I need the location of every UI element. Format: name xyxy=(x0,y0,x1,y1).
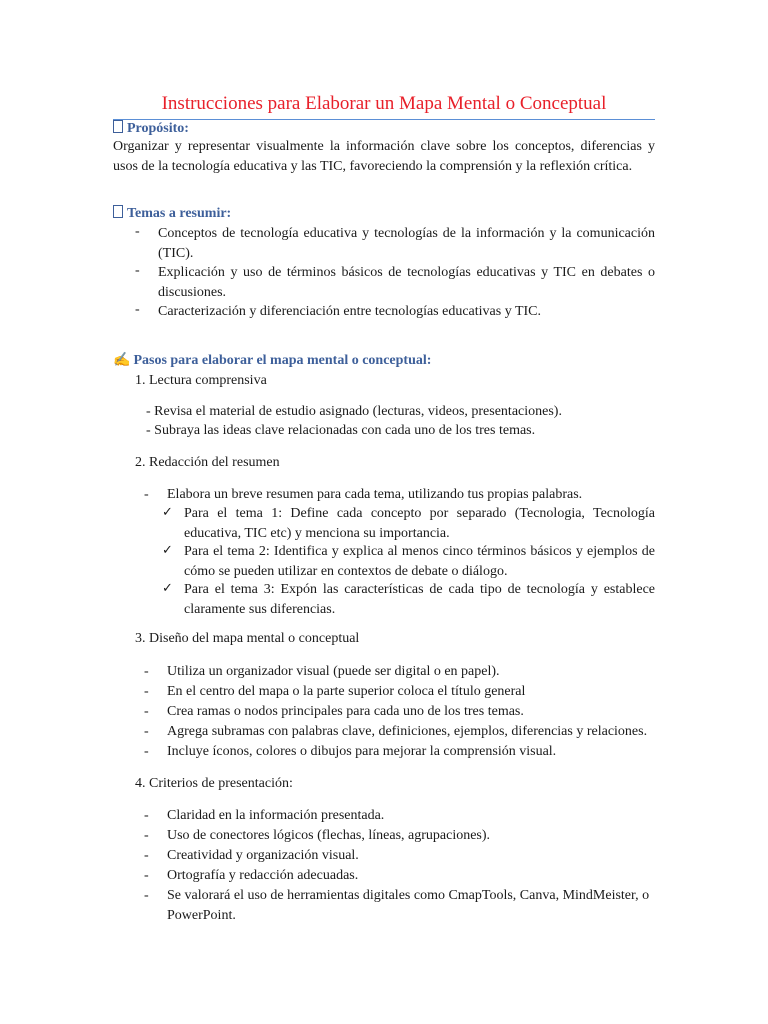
proposito-heading xyxy=(113,119,189,139)
check-icon: ✓ xyxy=(162,505,173,520)
list-dash: - xyxy=(144,868,149,883)
check-icon: ✓ xyxy=(162,581,173,596)
tema-item-2: Explicación y uso de términos básicos de tecnologías educativas y TIC en debates o discusiones. xyxy=(158,265,655,300)
list-dash: - xyxy=(144,487,149,502)
list-dash: - xyxy=(135,263,140,278)
document-title: Instrucciones para Elaborar un Mapa Mental o Conceptual xyxy=(161,93,607,114)
list-dash: - xyxy=(135,224,140,239)
list-dash: - xyxy=(135,302,140,317)
tema-item-1: Conceptos de tecnología educativa y tecnologías de la información y la comunicación (TIC). xyxy=(158,226,655,261)
list-dash: - xyxy=(144,724,149,739)
step-4-item-4: Ortografía y redacción adecuadas. xyxy=(167,868,359,883)
list-dash: - xyxy=(144,888,149,903)
title-underline xyxy=(113,119,655,120)
step-4-title: 4. Criterios de presentación: xyxy=(135,776,293,791)
step-4-item-5: Se valorará el uso de herramientas digitales como CmapTools, Canva, MindMeister, o PowerPoint. xyxy=(167,888,650,923)
step-3-item-2: En el centro del mapa o la parte superior coloca el título general xyxy=(167,684,526,699)
step-4-item-1: Claridad en la información presentada. xyxy=(167,808,385,823)
step-1-line-1: - Revisa el material de estudio asignado (lecturas, videos, presentaciones). xyxy=(146,404,562,419)
step-2-check-1: Para el tema 1: Define cada concepto por separado (Tecnologia, Tecnología educativa, TIC etc) y menciona su importancia. xyxy=(184,506,655,541)
tema-item-3: Caracterización y diferenciación entre tecnologías educativas y TIC. xyxy=(158,304,542,319)
list-dash: - xyxy=(144,808,149,823)
step-2-title: 2. Redacción del resumen xyxy=(135,455,280,470)
proposito-text: Organizar y representar visualmente la información clave sobre los conceptos, diferencias y usos de la tecnología educativa y las TIC, favoreciendo la comprensión y la reflexión crítica. xyxy=(113,139,655,174)
step-3-item-5: Incluye íconos, colores o dibujos para mejorar la comprensión visual. xyxy=(167,744,557,759)
step-2-check-2: Para el tema 2: Identifica y explica al menos cinco términos básicos y ejemplos de cómo se pueden utilizar en contextos de debate o diálogo. xyxy=(184,544,655,579)
box-icon xyxy=(113,120,123,133)
step-1-line-2: - Subraya las ideas clave relacionadas con cada uno de los tres temas. xyxy=(146,423,536,438)
temas-heading xyxy=(113,204,231,224)
step-3-item-4: Agrega subramas con palabras clave, definiciones, ejemplos, diferencias y relaciones. xyxy=(167,724,648,739)
step-2-check-3: Para el tema 3: Expón las características de cada tipo de tecnología y establece claramente sus diferencias. xyxy=(184,582,655,617)
step-4-item-2: Uso de conectores lógicos (flechas, líneas, agrupaciones). xyxy=(167,828,491,843)
writing-hand-icon: ✍ xyxy=(113,353,131,368)
step-3-item-1: Utiliza un organizador visual (puede ser digital o en papel). xyxy=(167,664,500,679)
step-3-item-3: Crea ramas o nodos principales para cada uno de los tres temas. xyxy=(167,704,524,719)
step-4-item-3: Creatividad y organización visual. xyxy=(167,848,359,863)
pasos-heading xyxy=(113,351,431,371)
list-dash: - xyxy=(144,664,149,679)
step-1-title: 1. Lectura comprensiva xyxy=(135,373,267,388)
step-3-title: 3. Diseño del mapa mental o conceptual xyxy=(135,631,360,646)
list-dash: - xyxy=(144,704,149,719)
step-2-bullet: Elabora un breve resumen para cada tema, utilizando tus propias palabras. xyxy=(167,487,583,502)
pasos-heading-label: Pasos para elaborar el mapa mental o conceptual: xyxy=(133,353,432,368)
list-dash: - xyxy=(144,828,149,843)
temas-heading-label: Temas a resumir: xyxy=(127,206,232,221)
check-icon: ✓ xyxy=(162,543,173,558)
proposito-heading-label: Propósito: xyxy=(127,121,189,136)
box-icon xyxy=(113,205,123,218)
list-dash: - xyxy=(144,848,149,863)
list-dash: - xyxy=(144,744,149,759)
list-dash: - xyxy=(144,684,149,699)
